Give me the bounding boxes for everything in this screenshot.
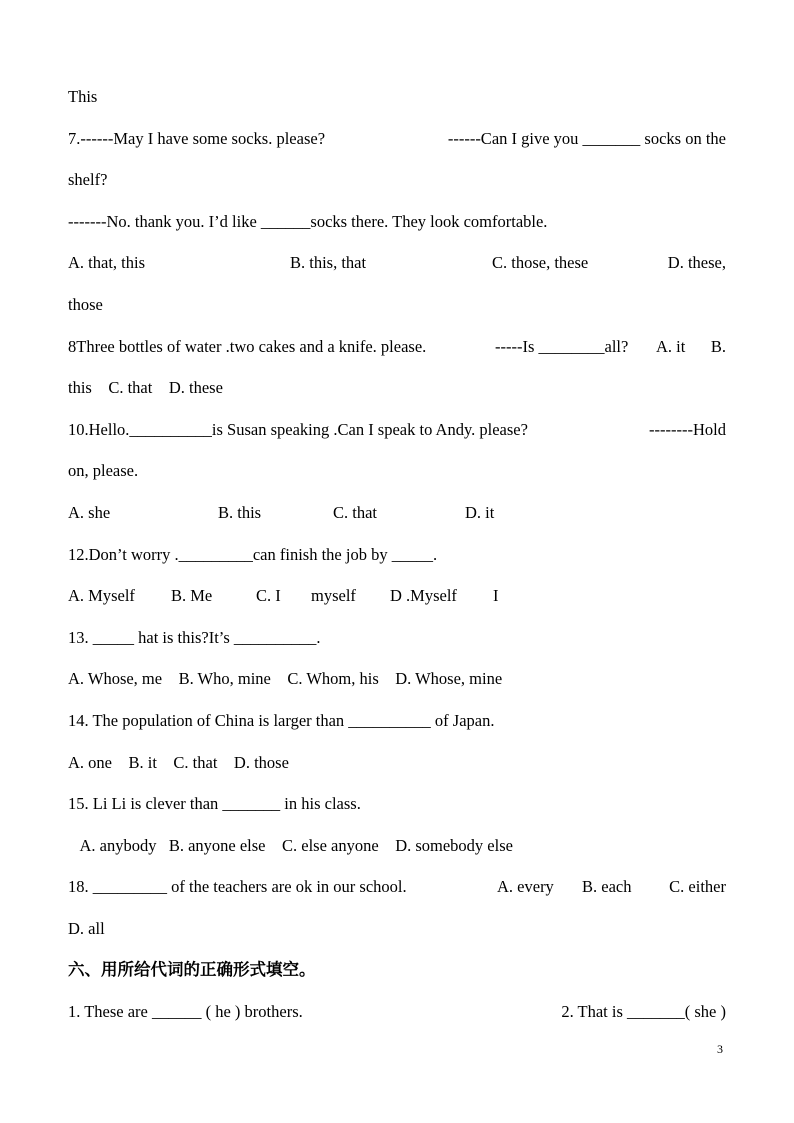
option-c-word: myself [311, 586, 356, 606]
section-heading: 六、用所给代词的正确形式填空。 [68, 960, 316, 980]
text-line: A. one B. it C. that D. those [68, 752, 289, 772]
option-c: C. those, these [492, 253, 589, 273]
text-line: 12.Don’t worry ._________can finish the job by _____. [68, 544, 438, 564]
text-line: -------No. thank you. I’d like ______socks there. They look comfortable. [68, 211, 548, 231]
fill-in-1: 1. These are ______ ( he ) brothers. [68, 1002, 303, 1022]
question-8-part-2: -----Is ________all? [495, 336, 629, 356]
text-line: 13. _____ hat is this?It’s __________. [68, 627, 321, 647]
option-a: A. that, this [68, 253, 145, 273]
question-8 [68, 326, 726, 368]
option-b: B. this, that [290, 253, 367, 273]
text-line: those [68, 294, 103, 314]
text-line: this C. that D. these [68, 378, 223, 398]
question-18 [68, 866, 726, 908]
question-8-part-1: 8Three bottles of water .two cakes and a knife. please. [68, 336, 427, 356]
text-line: 14. The population of China is larger than __________ of Japan. [68, 710, 495, 730]
option-b: B. this [218, 502, 262, 522]
text-line: 15. Li Li is clever than _______ in his class. [68, 794, 361, 814]
question-7-part-2: ------Can I give you _______ socks on the [447, 128, 726, 148]
question-7 [68, 118, 726, 160]
question-12-options [68, 575, 726, 617]
text-line: shelf? [68, 170, 108, 190]
fill-in-2: 2. That is _______( she ) [561, 1002, 726, 1022]
question-7-part-1: 7.------May I have some socks. please? [68, 128, 326, 148]
option-a: A. she [68, 502, 111, 522]
text-line: A. Whose, me B. Who, mine C. Whom, his D. Whose, mine [68, 669, 503, 689]
option-c: C. I [256, 586, 281, 606]
text-line: D. all [68, 918, 105, 938]
option-b: B. each [582, 877, 632, 897]
option-d: D .Myself [390, 586, 457, 606]
page-number: 3 [717, 1042, 723, 1056]
question-10-part-1: 10.Hello.__________is Susan speaking .Can I speak to Andy. please? [68, 419, 528, 439]
fill-in-row [68, 991, 726, 1033]
option-a: A. Myself [68, 586, 135, 606]
option-a: A. every [497, 877, 554, 897]
option-b: B. [710, 336, 726, 356]
option-b: B. Me [171, 586, 213, 606]
document-page [68, 76, 726, 1033]
question-10-part-2: --------Hold [649, 419, 726, 439]
text-line: This [68, 87, 98, 106]
text-line: A. anybody B. anyone else C. else anyone D. somebody else [68, 835, 513, 855]
question-10 [68, 409, 726, 451]
option-d: D. it [465, 502, 495, 522]
question-7-options [68, 242, 726, 284]
question-18-text: 18. _________ of the teachers are ok in our school. [68, 877, 407, 897]
option-d: D. these, [667, 253, 726, 273]
question-10-options [68, 492, 726, 534]
option-c: C. either [669, 877, 726, 897]
text-line: on, please. [68, 461, 139, 481]
option-d-word: I [493, 586, 499, 606]
option-c: C. that [333, 502, 377, 522]
option-a: A. it [656, 336, 686, 356]
